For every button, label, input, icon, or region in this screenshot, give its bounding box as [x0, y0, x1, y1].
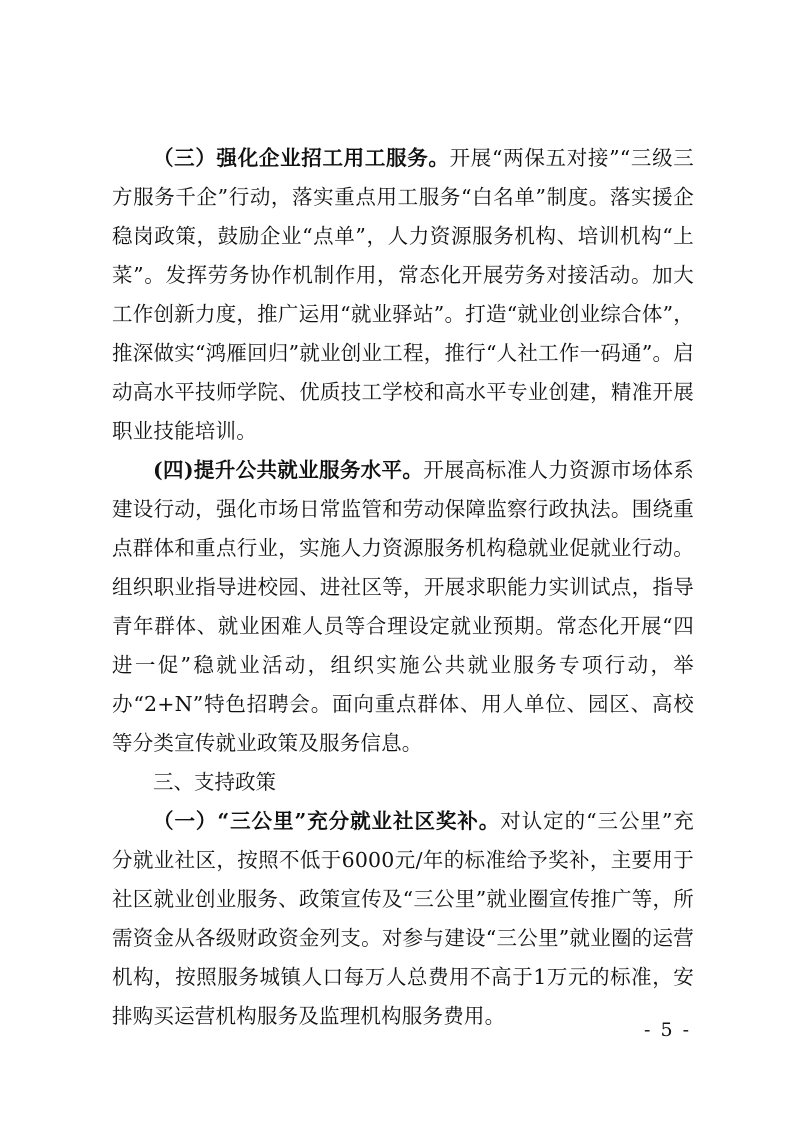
paragraph-employer-recruitment-service [112, 139, 694, 451]
paragraph-heading: (四)提升公共就业服务水平。 [153, 458, 424, 482]
paragraph-text: 开展“两保五对接”“三级三方服务千企”行动，落实重点用工服务“白名单”制度。落实援企稳岗政策，鼓励企业“点单”，人力资源服务机构、培训机构“上菜”。发挥劳务协作机制作用，常态化开展劳务对接活动。加大工作创新力度，推广运用“就业驿站”。打造“就业创业综合体”，推深做实“鸿雁回归”就业创业工程，推行“人社工作一码通”。启动高水平技师学院、优质技工学校和高水平专业创建，精准开展职业技能培训。 [112, 146, 694, 443]
paragraph-text: 对认定的“三公里”充分就业社区，按照不低于6000元/年的标准给予奖补，主要用于社区就业创业服务、政策宣传及“三公里”就业圈宣传推广等，所需资金从各级财政资金列支。对参与建设“三公里”就业圈的运营机构，按照服务城镇人口每万人总费用不高于1万元的标准，安排购买运营机构服务及监理机构服务费用。 [112, 809, 694, 1028]
paragraph-public-employment-service [112, 451, 694, 763]
paragraph-text: 开展高标准人力资源市场体系建设行动，强化市场日常监管和劳动保障监察行政执法。围绕重点群体和重点行业，实施人力资源服务机构稳就业促就业行动。组织职业指导进校园、进社区等，开展求职能力实训试点，指导青年群体、就业困难人员等合理设定就业预期。常态化开展“四进一促”稳就业活动，组织实施公共就业服务专项行动，举办“2+N”特色招聘会。面向重点群体、用人单位、园区、高校等分类宣传就业政策及服务信息。 [112, 458, 694, 755]
paragraph-heading: （三）强化企业招工用工服务。 [153, 146, 450, 170]
page-number: - 5 - [644, 1019, 692, 1041]
section-title: 三、支持政策 [153, 770, 276, 794]
document-body [112, 139, 694, 1036]
paragraph-heading: （一）“三公里”充分就业社区奖补。 [153, 809, 501, 833]
paragraph-community-subsidy [112, 802, 694, 1036]
